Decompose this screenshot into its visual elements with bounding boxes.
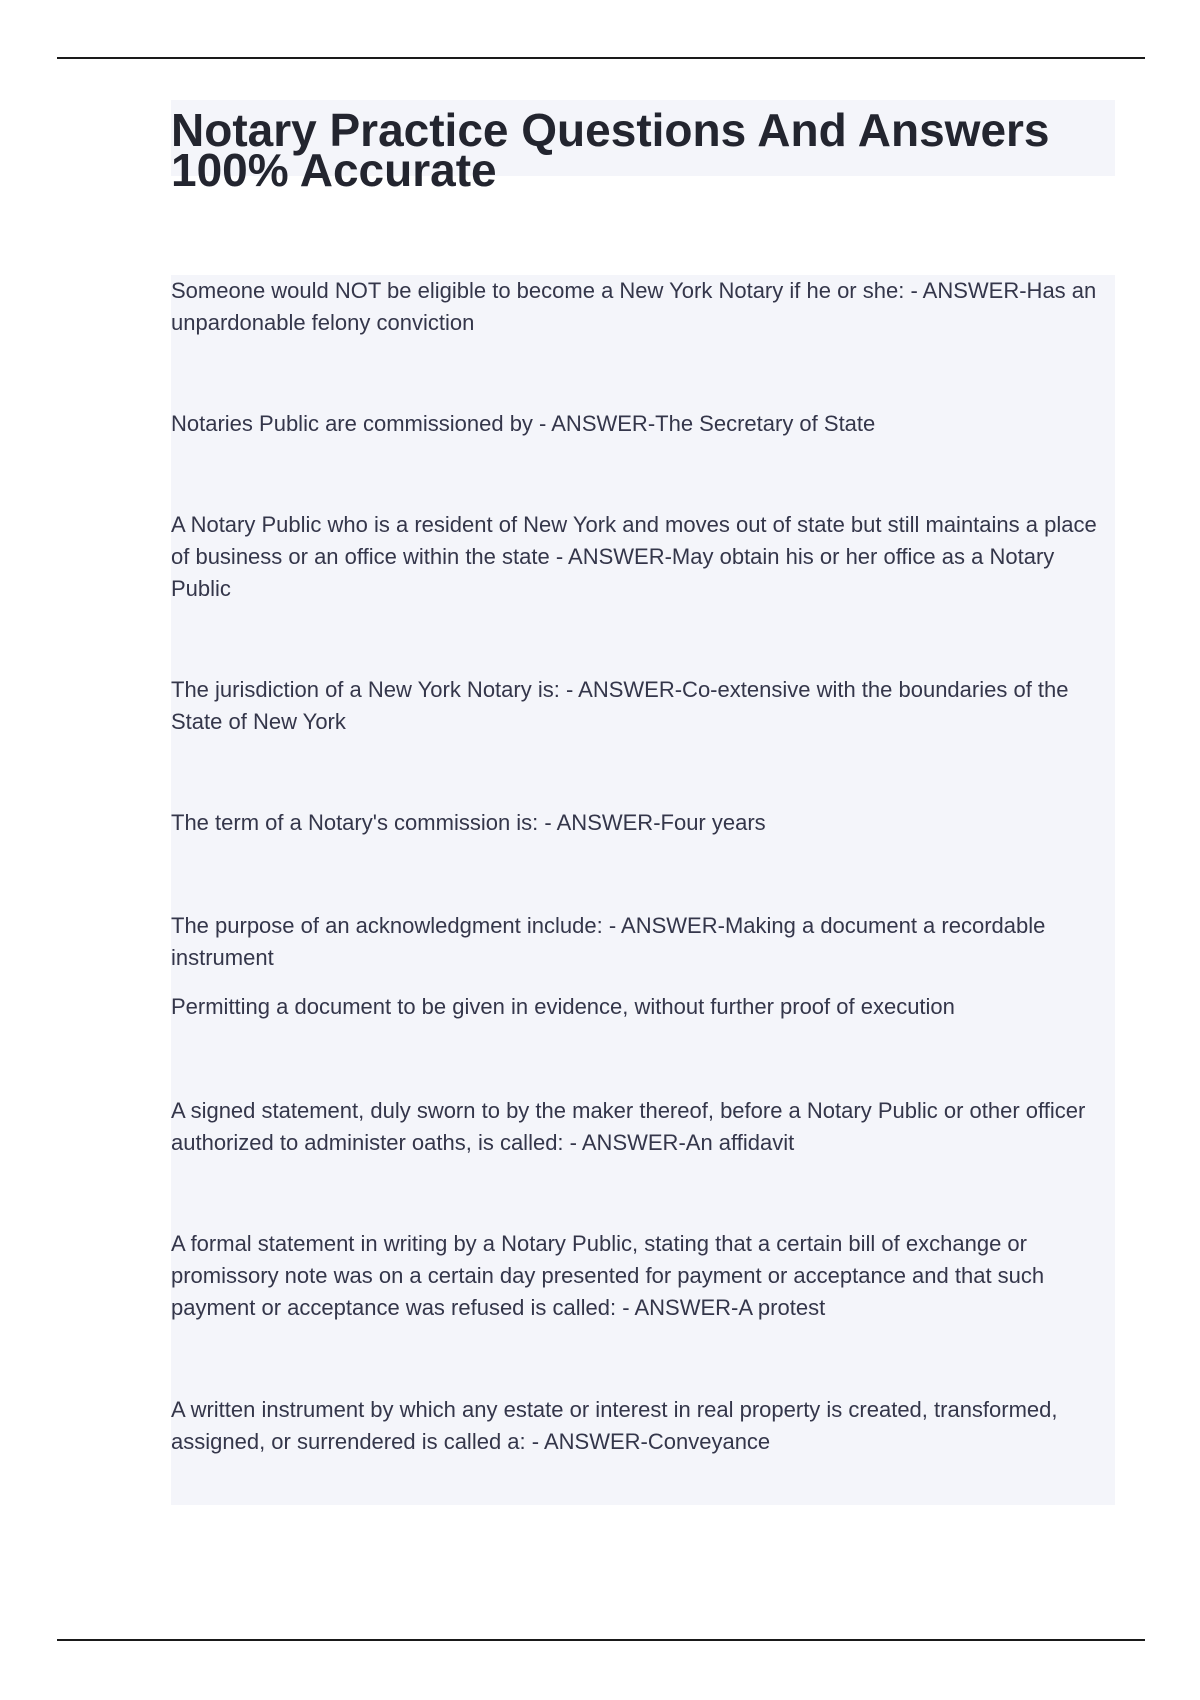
page-title-line-1: Notary Practice Questions And Answers — [171, 104, 1050, 156]
title-block — [171, 100, 1115, 196]
qa-item: The term of a Notary's commission is: - ANSWER-Four years — [171, 810, 766, 835]
qa-item: Notaries Public are commissioned by - ANSWER-The Secretary of State — [171, 411, 876, 436]
qa-item: Permitting a document to be given in evidence, without further proof of execution — [171, 994, 955, 1019]
bottom-rule — [57, 1639, 1145, 1641]
qa-item: A formal statement in writing by a Notary Public, stating that a certain bill of exchange or promissory note was on a certain day presented for payment or acceptance and that such payment or acceptance was refused is called: - ANSWER-A protest — [171, 1231, 1045, 1320]
qa-item: Someone would NOT be eligible to become a New York Notary if he or she: - ANSWER-Has an unpardonable felony conviction — [171, 278, 1097, 335]
qa-list — [171, 275, 1115, 1505]
qa-item: The jurisdiction of a New York Notary is: - ANSWER-Co-extensive with the boundaries of the State of New York — [171, 677, 1069, 734]
qa-item: A written instrument by which any estate or interest in real property is created, transformed, assigned, or surrendered is called a: - ANSWER-Conveyance — [171, 1397, 1058, 1454]
qa-item: A Notary Public who is a resident of New York and moves out of state but still maintains a place of business or an office within the state - ANSWER-May obtain his or her office as a Notary Public — [171, 512, 1097, 601]
qa-item: A signed statement, duly sworn to by the maker thereof, before a Notary Public or other officer authorized to administer oaths, is called: - ANSWER-An affidavit — [171, 1098, 1086, 1155]
top-rule — [57, 57, 1145, 59]
qa-item: The purpose of an acknowledgment include: - ANSWER-Making a document a recordable instrument — [171, 913, 1046, 970]
page-title — [171, 100, 1115, 196]
page-title-line-2: 100% Accurate — [171, 144, 497, 196]
